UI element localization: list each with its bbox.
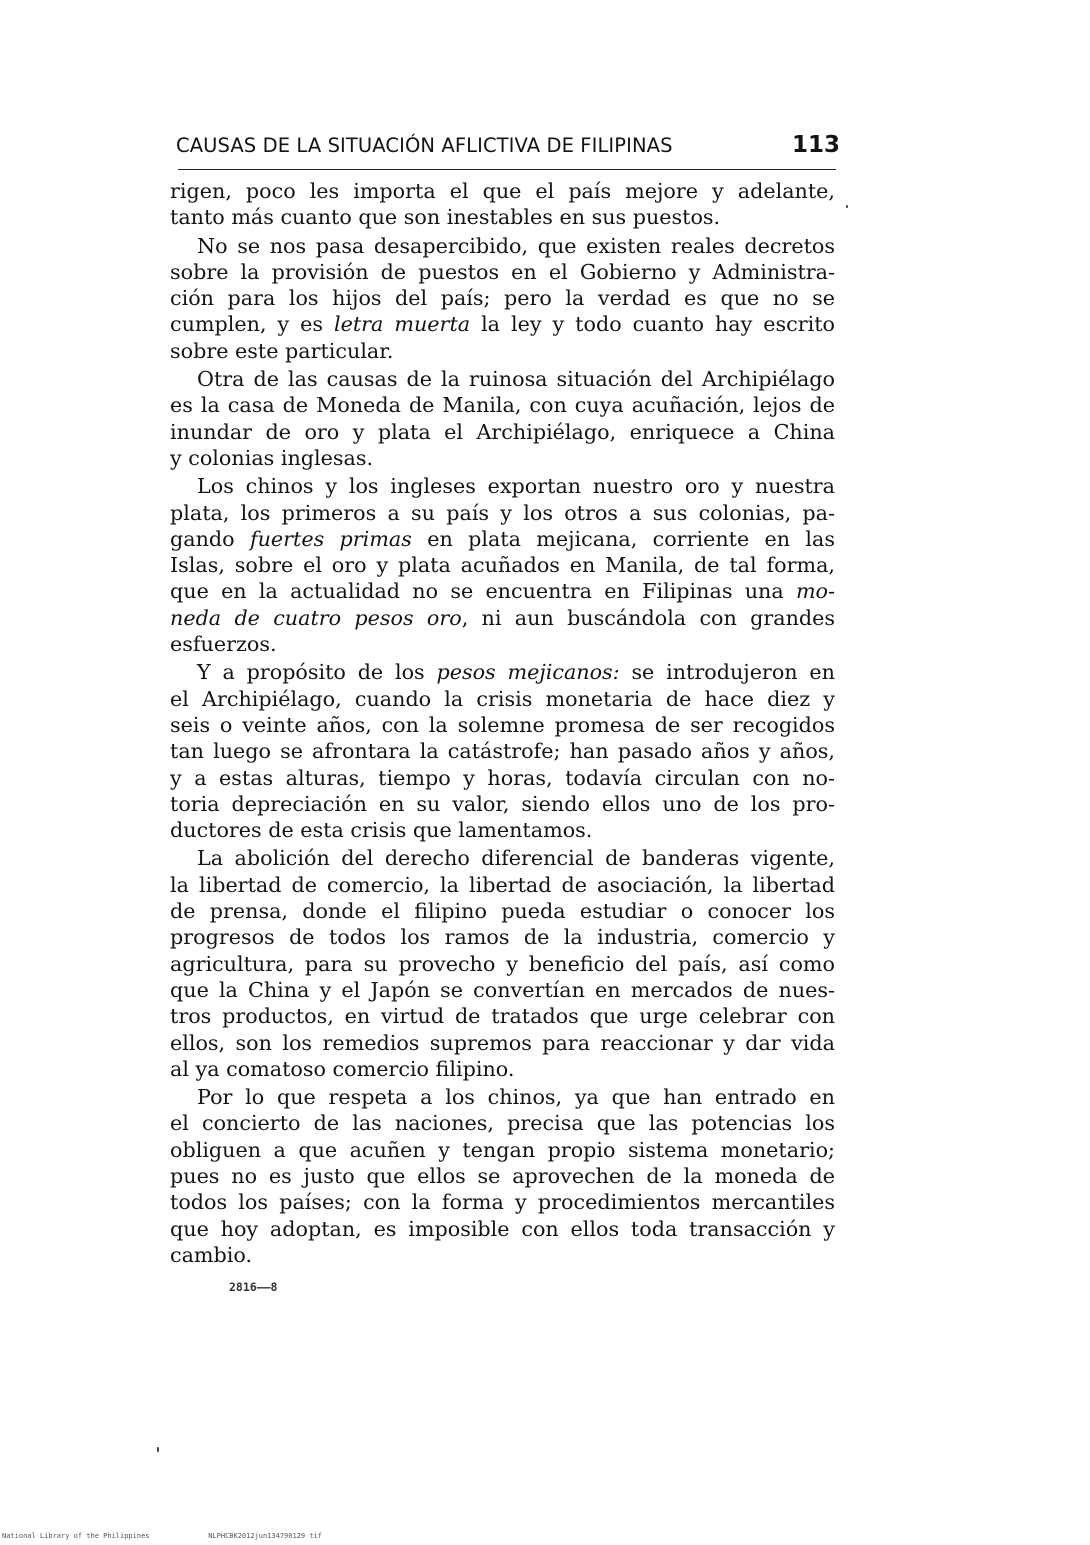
footer-library-label: National Library of the Philippines [2,1532,150,1540]
text-line: Y a propósito de los pesos mejicanos: se introdujeron en [197,660,835,685]
italic-phrase: neda de cuatro pesos oro [170,605,462,630]
text-line: el Archipiélago, cuando la crisis monetaria de hace diez y [170,686,835,711]
text-line: pues no es justo que ellos se aprovechen de la moneda de [170,1163,835,1188]
text-line: gando fuertes primas en plata mejicana, corriente en las [170,526,835,551]
text-line: ción para los hijos del país; pero la verdad es que no se [170,286,835,311]
paragraph [170,178,835,231]
italic-phrase: mo- [795,579,835,604]
italic-phrase: fuertes primas [249,526,412,551]
text-line: tros productos, en virtud de tratados que urge celebrar con [170,1004,835,1029]
scan-speck [846,205,848,208]
text-line: inundar de oro y plata el Archipiélago, enriquece a China [170,419,835,444]
text-line: tanto más cuanto que son inestables en sus puestos. [170,205,721,230]
printer-signature-mark: 2816——8 [229,1280,278,1294]
text-line: agricultura, para su provecho y beneficio del país, así como [170,951,835,976]
running-title: CAUSAS DE LA SITUACIÓN AFLICTIVA DE FILIPINAS [176,134,673,157]
text-line: que en la actualidad no se encuentra en Filipinas una mo- [170,579,835,604]
footer-file-label: NLPHCBK2012jun134790129 tif [208,1532,322,1540]
text-line: La abolición del derecho diferencial de banderas vigente, [197,846,835,871]
text-line: plata, los primeros a su país y los otros a sus colonias, pa- [170,500,835,525]
text-line: cambio. [170,1242,253,1267]
paragraph [170,1084,835,1268]
text-line: y a estas alturas, tiempo y horas, todavía circulan con no- [170,765,835,790]
text-line: el concierto de las naciones, precisa que las potencias los [170,1111,835,1136]
text-line: ductores de esta crisis que lamentamos. [170,818,593,843]
paragraph [170,659,835,843]
text-line: todos los países; con la forma y procedimientos mercantiles [170,1190,835,1215]
header-rule [178,169,836,170]
text-line: sobre este particular. [170,338,394,363]
text-line: que la China y el Japón se convertían en mercados de nues- [170,977,835,1002]
text-line: Otra de las causas de la ruinosa situación del Archipiélago [197,367,835,392]
text-line: Islas, sobre el oro y plata acuñados en Manila, de tal forma, [170,553,835,578]
text-line: ellos, son los remedios supremos para reaccionar y dar vida [170,1030,835,1055]
paragraph [170,845,835,1082]
text-line: de prensa, donde el filipino pueda estudiar o conocer los [170,899,835,924]
text-line: rigen, poco les importa el que el país mejore y adelante, [170,179,835,203]
italic-phrase: pesos mejicanos: [436,660,620,685]
paragraph [170,366,835,471]
text-line: Los chinos y los ingleses exportan nuestro oro y nuestra [197,474,835,499]
paragraph [170,473,835,657]
text-line: sobre la provisión de puestos en el Gobierno y Administra- [170,259,835,284]
text-line: cumplen, y es letra muerta la ley y todo cuanto hay escrito [170,312,835,337]
scan-footer [2,1532,322,1540]
text-line: obliguen a que acuñen y tengan propio sistema monetario; [170,1137,835,1162]
text-line: seis o veinte años, con la solemne promesa de ser recogidos [170,712,835,737]
text-line: y colonias inglesas. [170,445,374,470]
page-number: 113 [791,132,840,158]
text-line: No se nos pasa desapercibido, que existen reales decretos [197,233,835,258]
text-line: la libertad de comercio, la libertad de asociación, la libertad [170,872,835,897]
scan-speck [157,1447,159,1452]
text-line: es la casa de Moneda de Manila, con cuya acuñación, lejos de [170,393,835,418]
text-line: tan luego se afrontara la catástrofe; han pasado años y años, [170,739,835,764]
text-line: esfuerzos. [170,632,277,657]
italic-phrase: letra muerta [334,312,471,337]
body-text [170,178,835,1268]
text-line: toria depreciación en su valor, siendo ellos uno de los pro- [170,791,835,816]
text-line: neda de cuatro pesos oro, ni aun buscándola con grandes [170,605,835,630]
page-header [176,132,840,166]
text-line: Por lo que respeta a los chinos, ya que han entrado en [197,1085,835,1110]
text-line: al ya comatoso comercio filipino. [170,1056,515,1081]
text-line: que hoy adoptan, es imposible con ellos toda transacción y [170,1216,835,1241]
paragraph [170,233,835,364]
text-line: progresos de todos los ramos de la industria, comercio y [170,925,835,950]
